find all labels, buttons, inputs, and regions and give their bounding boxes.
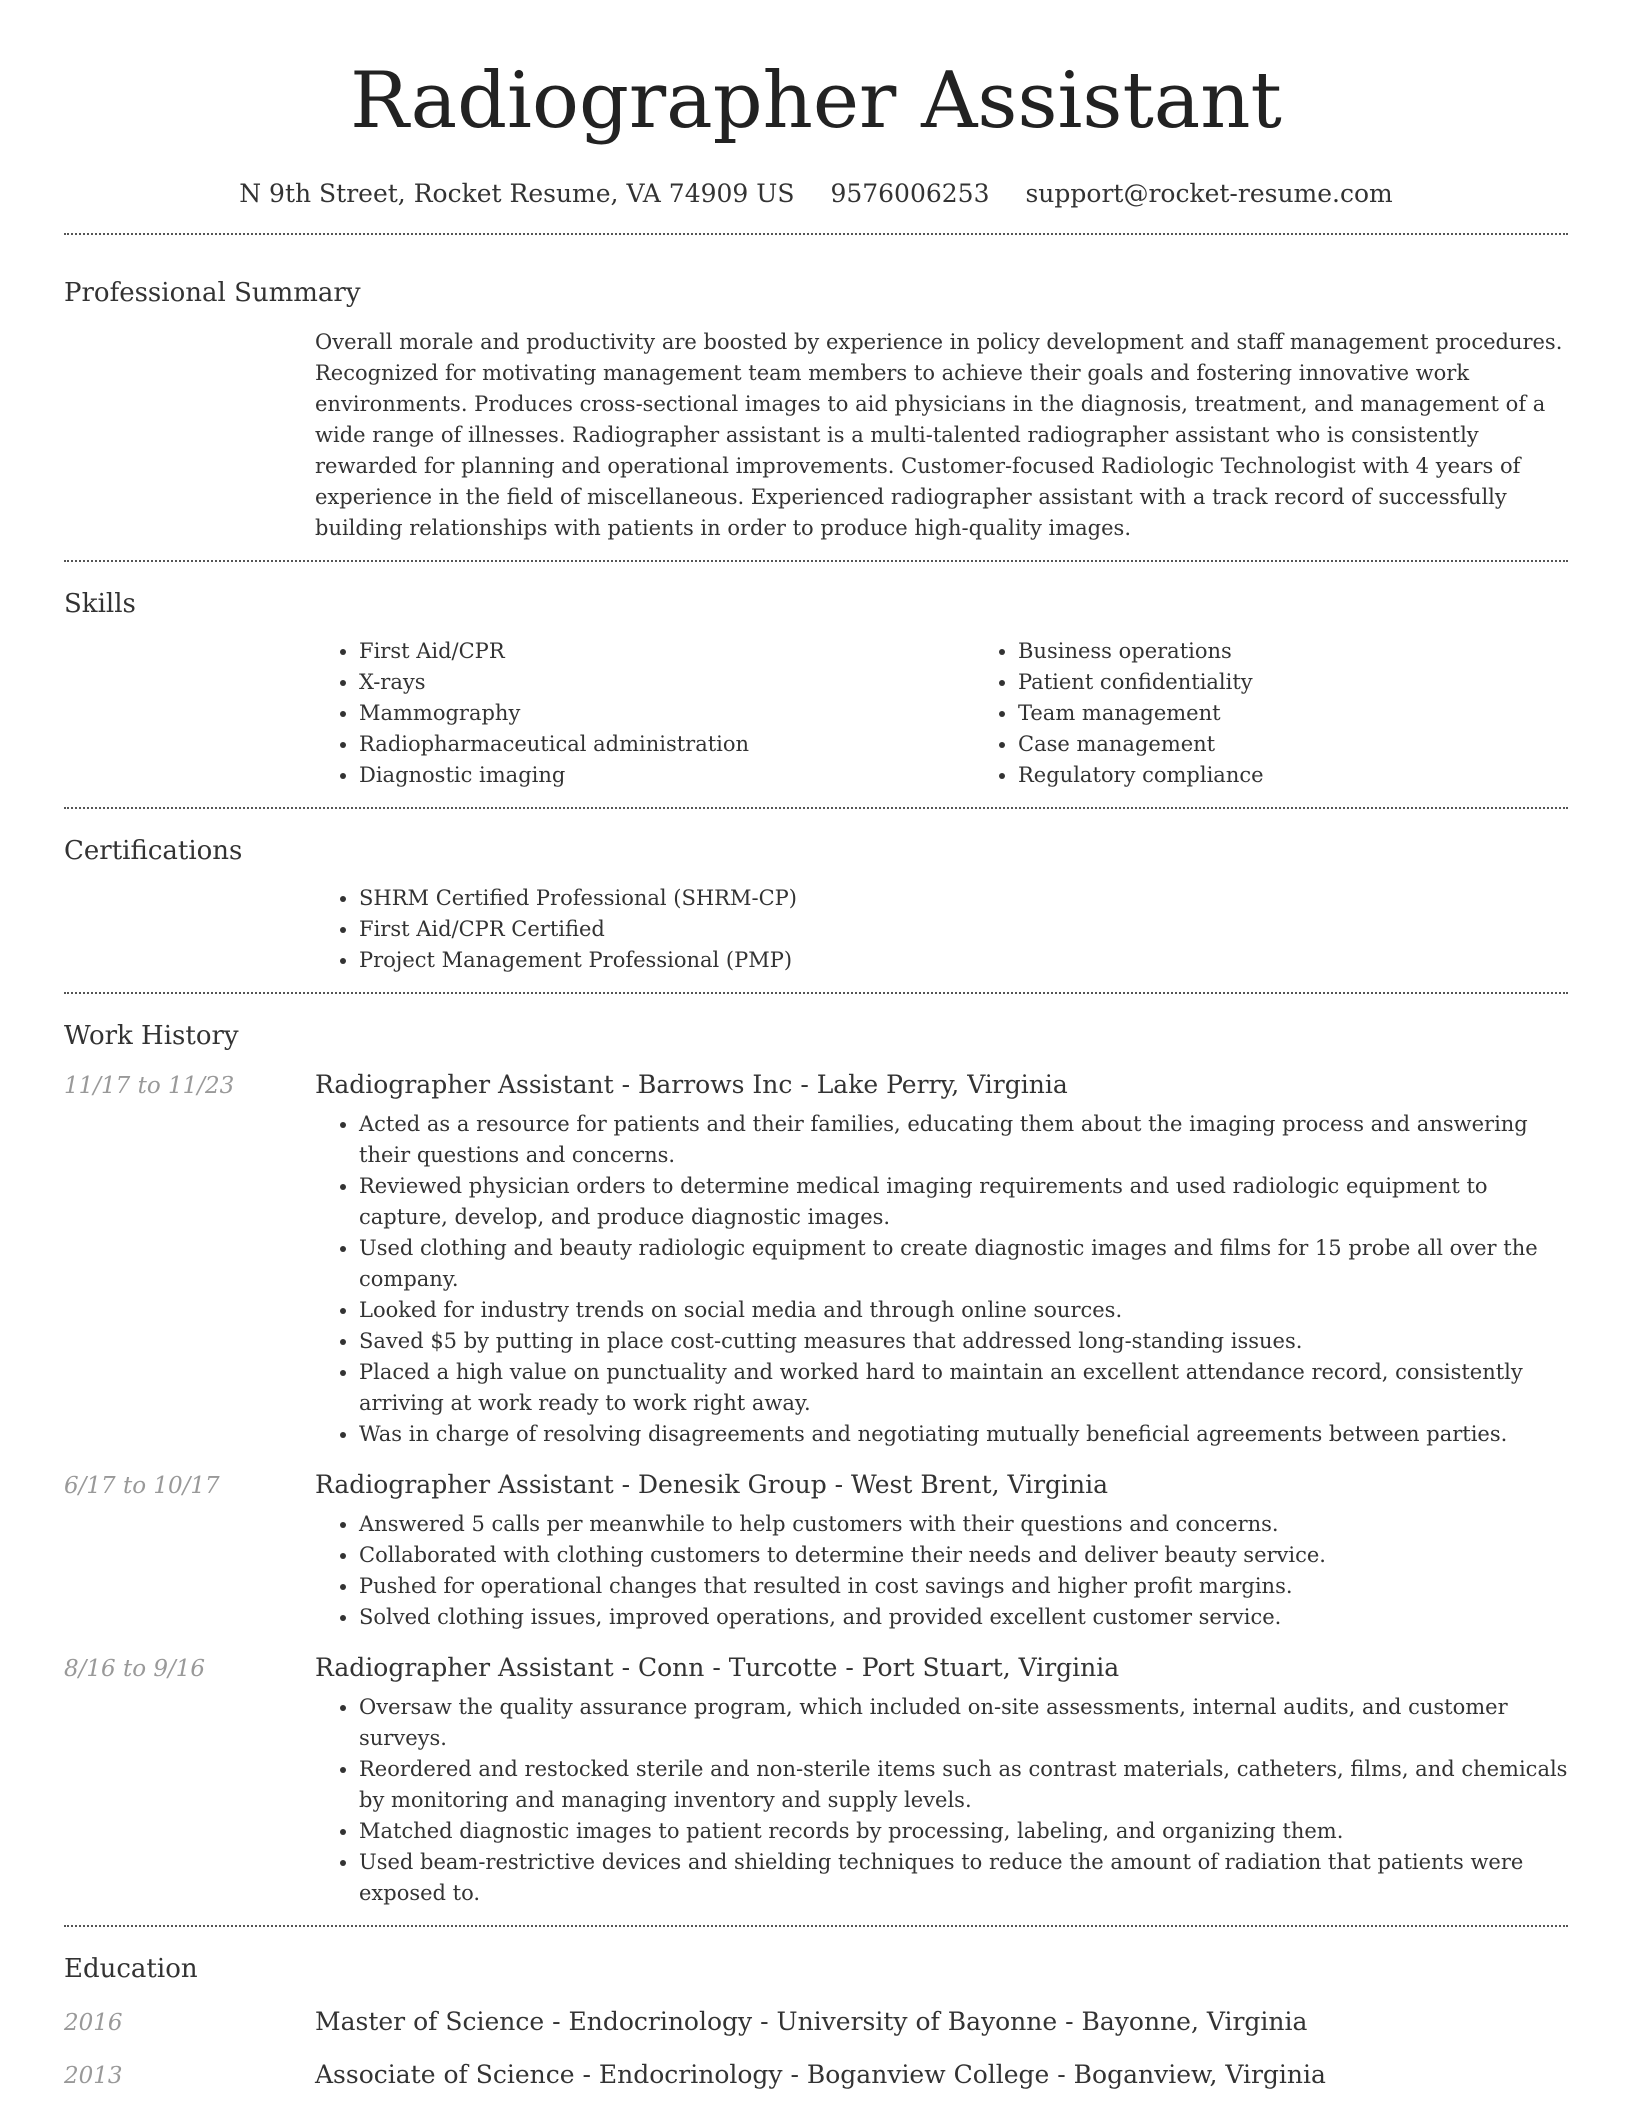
job-bullet: • Answered 5 calls per meanwhile to help customers with their questions and concerns. (359, 1509, 1568, 1540)
job-bullet: • Matched diagnostic images to patient records by processing, labeling, and organizing them. (359, 1816, 1568, 1847)
education-title: Master of Science - Endocrinology - University of Bayonne - Bayonne, Virginia (315, 2007, 1308, 2036)
skill-item: • Business operations (1018, 636, 1632, 667)
job-dates: 8/16 to 9/16 (64, 1656, 206, 1682)
job-bullet: • Was in charge of resolving disagreements and negotiating mutually beneficial agreements between parties. (359, 1419, 1568, 1450)
resume-name: Radiographer Assistant (350, 56, 1282, 146)
skills-grid (315, 636, 1568, 791)
job-bullet: • Placed a high value on punctuality and worked hard to maintain an excellent attendance record, consistently arriving at work ready to work right away. (359, 1357, 1568, 1419)
job-bullet: • Solved clothing issues, improved operations, and provided excellent customer service. (359, 1602, 1568, 1633)
skill-item: • Mammography (359, 698, 974, 729)
education-year: 2016 (64, 2010, 123, 2036)
job-entry (64, 1070, 1568, 1450)
skills-heading: Skills (64, 589, 136, 619)
contact-address: N 9th Street, Rocket Resume, VA 74909 US (239, 179, 795, 208)
job-bullet: • Used clothing and beauty radiologic equipment to create diagnostic images and films for 15 probe all over the company. (359, 1233, 1568, 1295)
skill-item: • X-rays (359, 667, 974, 698)
skills-right-list (974, 636, 1632, 791)
summary-heading: Professional Summary (64, 278, 361, 308)
skills-left-list (315, 636, 974, 791)
skill-item: • Diagnostic imaging (359, 760, 974, 791)
job-entry (64, 1470, 1568, 1633)
job-bullets (64, 1692, 1568, 1909)
certification-item: • Project Management Professional (PMP) (359, 945, 1568, 976)
job-bullet: • Collaborated with clothing customers to determine their needs and deliver beauty service. (359, 1540, 1568, 1571)
work-heading: Work History (64, 1021, 239, 1051)
job-bullets (64, 1509, 1568, 1633)
education-section (64, 1927, 1568, 2089)
certification-item: • First Aid/CPR Certified (359, 914, 1568, 945)
job-bullet: • Saved $5 by putting in place cost-cutting measures that addressed long-standing issues. (359, 1326, 1568, 1357)
job-dates: 11/17 to 11/23 (64, 1073, 235, 1099)
education-title: Associate of Science - Endocrinology - Boganview College - Boganview, Virginia (315, 2060, 1326, 2089)
job-title: Radiographer Assistant - Conn - Turcotte - Port Stuart, Virginia (315, 1653, 1120, 1682)
certifications-heading: Certifications (64, 836, 243, 866)
job-bullet: • Looked for industry trends on social media and through online sources. (359, 1295, 1568, 1326)
skill-item: • Case management (1018, 729, 1632, 760)
contact-email: support@rocket-resume.com (1025, 179, 1393, 208)
certification-item: • SHRM Certified Professional (SHRM-CP) (359, 883, 1568, 914)
job-bullet: • Used beam-restrictive devices and shielding techniques to reduce the amount of radiation that patients were exposed to. (359, 1847, 1568, 1909)
job-bullet: • Acted as a resource for patients and their families, educating them about the imaging process and answering their questions and concerns. (359, 1109, 1568, 1171)
summary-text: Overall morale and productivity are boosted by experience in policy development and staff management procedures. Recognized for motivating management team members to achieve their goals and fostering innovative work environments. Produces cross-sectional images to aid physicians in the diagnosis, treatment, and management of a wide range of illnesses. Radiographer assistant is a multi-talented radiographer assistant who is consistently rewarded for planning and operational improvements. Customer-focused Radiologic Technologist with 4 years of experience in the field of miscellaneous. Experienced radiographer assistant with a track record of successfully building relationships with patients in order to produce high-quality images. (315, 330, 1563, 540)
job-bullet: • Pushed for operational changes that resulted in cost savings and higher profit margins. (359, 1571, 1568, 1602)
job-dates: 6/17 to 10/17 (64, 1473, 220, 1499)
skills-section (64, 562, 1568, 791)
education-year: 2013 (64, 2063, 123, 2089)
education-heading: Education (64, 1954, 198, 1984)
job-bullets (64, 1109, 1568, 1450)
job-bullet: • Oversaw the quality assurance program, which included on-site assessments, internal audits, and customer surveys. (359, 1692, 1568, 1754)
job-title: Radiographer Assistant - Barrows Inc - Lake Perry, Virginia (315, 1070, 1068, 1099)
skill-item: • Regulatory compliance (1018, 760, 1632, 791)
education-entry (64, 2060, 1568, 2089)
certifications-section (64, 809, 1568, 976)
resume-page (64, 0, 1568, 2089)
contact-line (64, 174, 1568, 214)
summary-section (64, 235, 1568, 544)
job-title: Radiographer Assistant - Denesik Group - West Brent, Virginia (315, 1470, 1109, 1499)
job-bullet: • Reordered and restocked sterile and non-sterile items such as contrast materials, catheters, films, and chemicals by monitoring and managing inventory and supply levels. (359, 1754, 1568, 1816)
education-entry (64, 2007, 1568, 2036)
job-entry (64, 1653, 1568, 1909)
skill-item: • Radiopharmaceutical administration (359, 729, 974, 760)
skill-item: • First Aid/CPR (359, 636, 974, 667)
job-bullet: • Reviewed physician orders to determine medical imaging requirements and used radiologic equipment to capture, develop, and produce diagnostic images. (359, 1171, 1568, 1233)
certifications-list (315, 883, 1568, 976)
skill-item: • Team management (1018, 698, 1632, 729)
work-section (64, 994, 1568, 1909)
contact-phone: 9576006253 (830, 179, 990, 208)
skill-item: • Patient confidentiality (1018, 667, 1632, 698)
